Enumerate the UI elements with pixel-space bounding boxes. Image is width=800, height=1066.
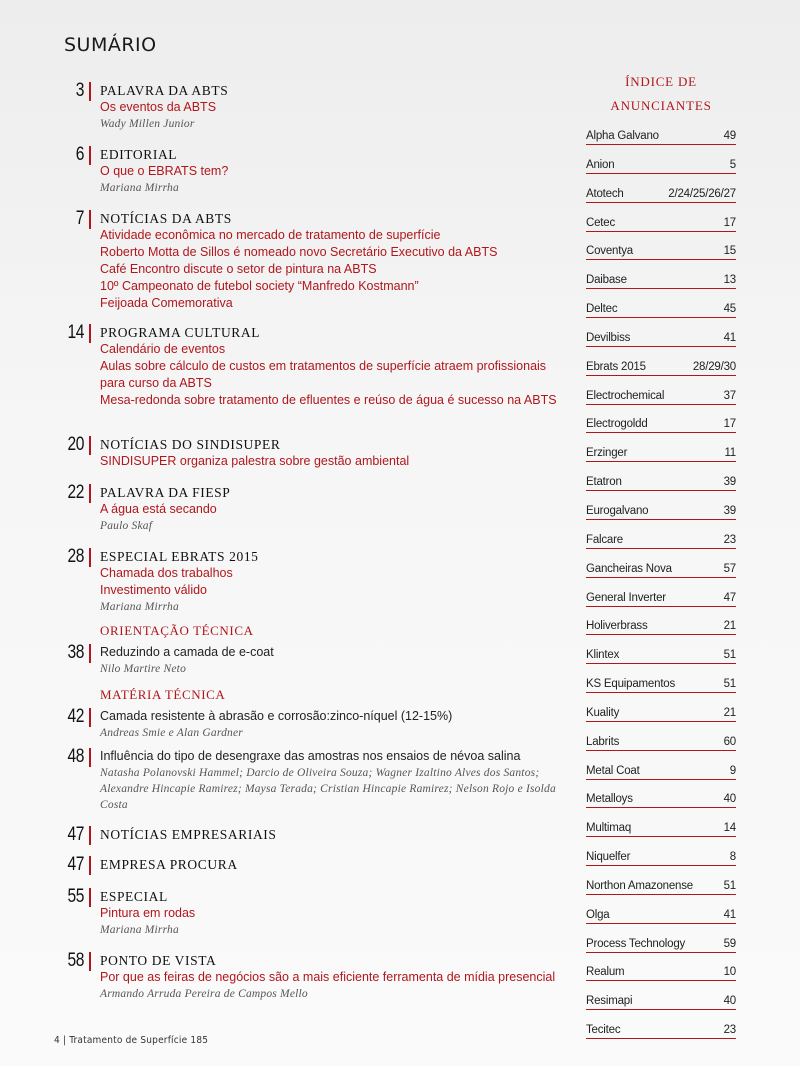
toc-entry (54, 642, 574, 677)
toc-page-number: 22 (67, 482, 84, 503)
advertiser-page: 21 (723, 620, 736, 633)
advertiser-index-title-line1: ÍNDICE DE (625, 74, 697, 89)
toc-section-title: EDITORIAL (100, 147, 178, 162)
advertiser-row[interactable] (586, 414, 736, 433)
advertiser-name: Klintex (586, 649, 620, 662)
advertiser-name: General Inverter (586, 591, 666, 604)
toc-divider-bar (89, 548, 91, 567)
toc-divider-bar (89, 888, 91, 907)
advertiser-name: Olga (586, 908, 610, 921)
advertiser-page: 10 (723, 966, 736, 979)
advertiser-row[interactable] (586, 934, 736, 953)
toc-section-title: PONTO DE VISTA (100, 953, 217, 968)
toc-article-title[interactable]: Roberto Motta de Sillos é nomeado novo Secretário Executivo da ABTS (100, 245, 498, 259)
page-footer: 4 | Tratamento de Superfície 185 (54, 1035, 209, 1046)
toc-article-title[interactable]: Camada resistente à abrasão e corrosão:zinco-níquel (12-15%) (100, 709, 453, 723)
advertiser-name: Erzinger (586, 447, 628, 460)
toc-page-number: 20 (67, 434, 84, 455)
advertiser-name: Metalloys (586, 793, 633, 806)
toc-divider-bar (89, 146, 91, 165)
advertiser-name: Gancheiras Nova (586, 562, 672, 575)
toc-author: Mariana Mirrha (100, 182, 179, 194)
toc-divider-bar (89, 82, 91, 101)
toc-section-title: PROGRAMA CULTURAL (100, 325, 261, 340)
toc-entry (54, 482, 574, 534)
advertiser-index-title (586, 70, 736, 118)
toc-author: Natasha Polanovski Hammel; Darcio de Oliveira Souza; Wagner Izaltino Alves dos Santos; Alexandre Hincapie Ramirez; Maysa Terada; Cristian Hincapie Ramirez; Nelson Rojo e Isolda Costa (100, 767, 556, 811)
toc-page-number: 3 (75, 80, 84, 101)
toc-page-number: 48 (67, 746, 84, 767)
toc-entry (54, 208, 574, 312)
advertiser-row[interactable] (586, 645, 736, 664)
toc-article-title[interactable]: Aulas sobre cálculo de custos em tratamentos de superfície atraem profissionais para curso da ABTS (100, 359, 547, 390)
advertiser-name: KS Equipamentos (586, 678, 676, 691)
toc-divider-bar (89, 484, 91, 503)
advertiser-page: 2/24/25/26/27 (668, 187, 736, 200)
toc-article-title[interactable]: Mesa-redonda sobre tratamento de efluentes e reúso de água é sucesso na ABTS (100, 393, 557, 407)
advertiser-list (586, 126, 736, 1039)
toc-article-title[interactable]: Feijoada Comemorativa (100, 296, 233, 310)
advertiser-page: 47 (723, 591, 736, 604)
advertiser-name: Anion (586, 158, 615, 171)
toc-article-title[interactable]: Pintura em rodas (100, 906, 196, 920)
toc-entry (54, 854, 574, 873)
advertiser-page: 13 (723, 274, 736, 287)
advertiser-page: 59 (723, 937, 736, 950)
toc-article-title[interactable]: O que o EBRATS tem? (100, 164, 229, 178)
toc-author: Nilo Martire Neto (100, 663, 187, 675)
advertiser-page: 49 (723, 130, 736, 142)
advertiser-name: Ebrats 2015 (586, 360, 646, 373)
advertiser-row[interactable] (586, 991, 736, 1010)
advertiser-row[interactable] (586, 789, 736, 808)
toc-article-title[interactable]: 10º Campeonato de futebol society “Manfredo Kostmann” (100, 279, 419, 293)
advertiser-row[interactable] (586, 588, 736, 607)
advertiser-row[interactable] (586, 530, 736, 549)
toc-entry (54, 80, 574, 132)
advertiser-name: Metal Coat (586, 764, 640, 777)
toc-page-number: 14 (67, 322, 84, 343)
advertiser-name: Multimaq (586, 822, 632, 835)
advertiser-page: 17 (723, 216, 736, 229)
toc-entry (54, 950, 574, 1002)
toc-section-title: ESPECIAL EBRATS 2015 (100, 549, 259, 564)
toc-divider-bar (89, 856, 91, 875)
toc-author: Paulo Skaf (100, 520, 153, 532)
advertiser-row[interactable] (586, 241, 736, 260)
advertiser-row[interactable] (586, 905, 736, 924)
advertiser-row[interactable] (586, 876, 736, 895)
advertiser-row[interactable] (586, 559, 736, 578)
advertiser-page: 60 (723, 735, 736, 748)
advertiser-name: Coventya (586, 245, 633, 258)
toc-page-number: 38 (67, 642, 84, 663)
advertiser-row[interactable] (586, 299, 736, 318)
advertiser-page: 41 (723, 908, 736, 921)
advertiser-row[interactable] (586, 616, 736, 635)
advertiser-page: 8 (729, 851, 736, 864)
advertiser-index-title-line2: ANUNCIANTES (610, 98, 712, 113)
advertiser-row[interactable] (586, 962, 736, 981)
toc-article-title[interactable]: SINDISUPER organiza palestra sobre gestão ambiental (100, 454, 410, 468)
toc-section-title: NOTÍCIAS DO SINDISUPER (100, 437, 281, 452)
toc-article-title[interactable]: Influência do tipo de desengraxe das amostras nos ensaios de névoa salina (100, 749, 521, 763)
toc-entry (54, 144, 574, 196)
advertiser-index (586, 70, 736, 1049)
advertiser-page: 15 (723, 245, 736, 258)
advertiser-page: 21 (723, 706, 736, 719)
toc-entry (54, 434, 574, 470)
advertiser-page: 37 (723, 389, 736, 402)
toc-section-heading: MATÉRIA TÉCNICA (100, 687, 226, 702)
page-title: SUMÁRIO (64, 34, 157, 56)
advertiser-name: Niquelfer (586, 851, 631, 864)
toc-divider-bar (89, 210, 91, 229)
advertiser-page: 51 (723, 879, 736, 892)
toc-entry (54, 824, 574, 843)
toc-page-number: 47 (67, 854, 84, 875)
toc-divider-bar (89, 826, 91, 845)
toc-page-number: 55 (67, 886, 84, 907)
advertiser-name: Electrochemical (586, 389, 665, 402)
toc-divider-bar (89, 708, 91, 727)
toc-page-number: 6 (75, 144, 84, 165)
advertiser-page: 23 (723, 533, 736, 546)
toc-entry (54, 886, 574, 938)
advertiser-page: 28/29/30 (692, 360, 736, 373)
advertiser-name: Labrits (586, 735, 620, 748)
advertiser-name: Resimapi (586, 995, 633, 1008)
advertiser-name: Alpha Galvano (586, 130, 659, 142)
advertiser-page: 11 (724, 447, 736, 460)
advertiser-name: Electrogoldd (586, 418, 648, 431)
toc-divider-bar (89, 436, 91, 455)
toc-article-title[interactable]: Os eventos da ABTS (100, 100, 217, 114)
toc-article-title[interactable]: Café Encontro discute o setor de pintura na ABTS (100, 262, 377, 276)
advertiser-page: 23 (723, 1024, 736, 1037)
toc-section-title: NOTÍCIAS EMPRESARIAIS (100, 827, 277, 842)
advertiser-row[interactable] (586, 213, 736, 232)
advertiser-name: Eurogalvano (586, 504, 649, 517)
toc-article-title[interactable]: Reduzindo a camada de e-coat (100, 645, 274, 659)
advertiser-name: Etatron (586, 476, 622, 489)
advertiser-page: 5 (729, 158, 736, 171)
toc-author: Mariana Mirrha (100, 924, 179, 936)
advertiser-name: Process Technology (586, 937, 686, 950)
advertiser-page: 39 (723, 476, 736, 489)
toc-author: Andreas Smie e Alan Gardner (100, 727, 243, 739)
advertiser-page: 40 (723, 995, 736, 1008)
advertiser-name: Kuality (586, 706, 620, 719)
toc-page-number: 28 (67, 546, 84, 567)
toc-page-number: 47 (67, 824, 84, 845)
advertiser-name: Daibase (586, 274, 627, 287)
advertiser-row[interactable] (586, 1020, 736, 1039)
advertiser-name: Devilbiss (586, 331, 631, 344)
toc-entry (54, 322, 574, 409)
toc-divider-bar (89, 644, 91, 663)
advertiser-row[interactable] (586, 184, 736, 203)
advertiser-page: 51 (723, 678, 736, 691)
toc-entry (54, 746, 574, 813)
advertiser-name: Atotech (586, 187, 624, 200)
toc-page-number: 58 (67, 950, 84, 971)
toc-page-number: 7 (75, 208, 84, 229)
advertiser-name: Realum (586, 966, 625, 979)
advertiser-row[interactable] (586, 761, 736, 780)
advertiser-page: 39 (723, 504, 736, 517)
toc-author: Armando Arruda Pereira de Campos Mello (100, 988, 308, 1000)
advertiser-page: 17 (723, 418, 736, 431)
advertiser-page: 57 (723, 562, 736, 575)
toc-divider-bar (89, 748, 91, 767)
advertiser-row[interactable] (586, 328, 736, 347)
toc-page-number: 42 (67, 706, 84, 727)
advertiser-page: 45 (723, 303, 736, 316)
advertiser-name: Falcare (586, 533, 623, 546)
toc-article-title[interactable]: Chamada dos trabalhos (100, 566, 233, 580)
advertiser-name: Cetec (586, 216, 616, 229)
toc-section-title: ESPECIAL (100, 889, 168, 904)
toc-entry (54, 706, 574, 741)
advertiser-row[interactable] (586, 270, 736, 289)
advertiser-row[interactable] (586, 501, 736, 520)
advertiser-row[interactable] (586, 674, 736, 693)
advertiser-row[interactable] (586, 847, 736, 866)
advertiser-row[interactable] (586, 357, 736, 376)
toc-article-title[interactable]: Atividade econômica no mercado de tratamento de superfície (100, 228, 441, 242)
advertiser-page: 51 (723, 649, 736, 662)
toc-entry (54, 546, 574, 615)
advertiser-row[interactable] (586, 732, 736, 751)
toc-author: Wady Millen Junior (100, 118, 195, 130)
toc-section-title: NOTÍCIAS DA ABTS (100, 211, 232, 226)
advertiser-row[interactable] (586, 703, 736, 722)
advertiser-row[interactable] (586, 472, 736, 491)
advertiser-row[interactable] (586, 443, 736, 462)
toc-divider-bar (89, 952, 91, 971)
advertiser-page: 9 (729, 764, 736, 777)
advertiser-name: Deltec (586, 303, 618, 316)
toc-article-title[interactable]: Calendário de eventos (100, 342, 226, 356)
advertiser-row[interactable] (586, 818, 736, 837)
toc-section-title: PALAVRA DA ABTS (100, 83, 229, 98)
advertiser-page: 14 (723, 822, 736, 835)
toc-article-title[interactable]: A água está secando (100, 502, 217, 516)
advertiser-name: Northon Amazonense (586, 879, 693, 892)
toc-section-title: EMPRESA PROCURA (100, 857, 238, 872)
toc-section-title: PALAVRA DA FIESP (100, 485, 231, 500)
toc-article-title[interactable]: Investimento válido (100, 583, 208, 597)
advertiser-row[interactable] (586, 386, 736, 405)
toc-section-heading: ORIENTAÇÃO TÉCNICA (100, 623, 254, 638)
advertiser-page: 41 (723, 331, 736, 344)
toc-article-title[interactable]: Por que as feiras de negócios são a mais eficiente ferramenta de mídia presencial (100, 970, 556, 984)
advertiser-name: Tecitec (586, 1024, 621, 1037)
advertiser-name: Holiverbrass (586, 620, 648, 633)
advertiser-page: 40 (723, 793, 736, 806)
advertiser-row[interactable] (586, 155, 736, 174)
toc-author: Mariana Mirrha (100, 601, 179, 613)
advertiser-row[interactable] (586, 126, 736, 145)
toc-divider-bar (89, 324, 91, 343)
